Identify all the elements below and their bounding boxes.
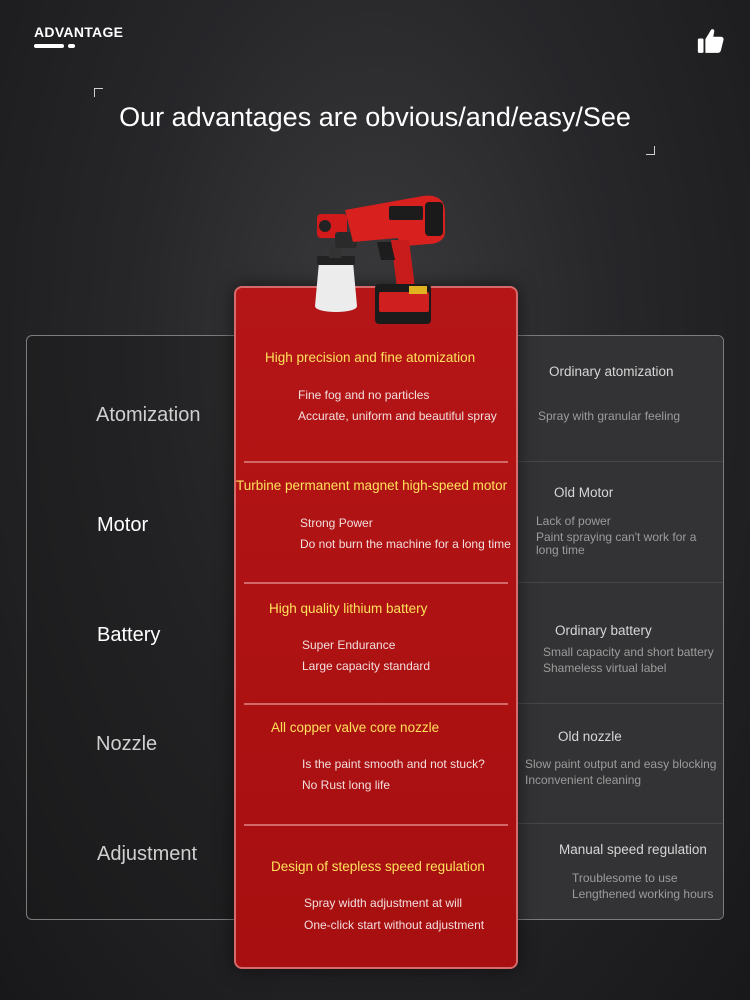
headline-corner-bottom-right: [646, 146, 655, 155]
ordinary-cell-battery: [507, 583, 723, 704]
ordinary-point: Troublesome to use: [572, 871, 678, 885]
advantage-badge: [34, 24, 123, 48]
ordinary-title-battery: Ordinary battery: [555, 623, 652, 638]
ours-point: Do not burn the machine for a long time: [300, 537, 511, 551]
ordinary-point: Inconvenient cleaning: [525, 773, 642, 787]
row-divider: [244, 582, 508, 584]
badge-underline: [34, 44, 123, 48]
row-label-atomization: Atomization: [96, 404, 201, 426]
spray-gun-icon: [305, 188, 465, 330]
ours-title-adjustment: Design of stepless speed regulation: [271, 859, 485, 874]
ordinary-point: Slow paint output and easy blocking: [525, 757, 717, 771]
row-label-adjustment: Adjustment: [97, 843, 198, 865]
headline: Our advantages are obvious/and/easy/See: [119, 102, 631, 132]
ours-point: One-click start without adjustment: [304, 918, 485, 932]
row-label-nozzle: Nozzle: [96, 733, 158, 755]
headline-corner-top-left: [94, 88, 103, 97]
badge-label: ADVANTAGE: [34, 24, 124, 40]
ordinary-point: Spray with granular feeling: [538, 409, 681, 423]
ordinary-title-motor: Old Motor: [554, 485, 614, 500]
ours-title-atomization: High precision and fine atomization: [265, 350, 476, 365]
ours-point: Accurate, uniform and beautiful spray: [298, 409, 497, 423]
ordinary-title-adjustment: Manual speed regulation: [559, 842, 707, 857]
ordinary-title-atomization: Ordinary atomization: [549, 364, 674, 379]
ordinary-point: Shameless virtual label: [543, 661, 667, 675]
ordinary-point: Paint spraying can't work for a long time: [536, 530, 697, 557]
ordinary-point: Lack of power: [536, 514, 611, 528]
ours-point: Large capacity standard: [302, 659, 431, 673]
thumbs-up-icon: [696, 26, 726, 56]
ours-point: Is the paint smooth and not stuck?: [302, 757, 485, 771]
row-divider: [244, 824, 508, 826]
ordinary-title-nozzle: Old nozzle: [558, 729, 622, 744]
badge-bar-short: [68, 44, 75, 48]
ours-title-motor: Turbine permanent magnet high-speed motor: [236, 478, 508, 493]
row-divider: [244, 703, 508, 705]
ours-point: Strong Power: [300, 516, 373, 530]
ordinary-point: Lengthened working hours: [572, 887, 714, 901]
ours-title-nozzle: All copper valve core nozzle: [271, 720, 440, 735]
ours-title-battery: High quality lithium battery: [269, 601, 428, 616]
ours-point: Spray width adjustment at will: [304, 896, 463, 910]
row-divider: [244, 461, 508, 463]
badge-bar-long: [34, 44, 64, 48]
ours-point: No Rust long life: [302, 778, 391, 792]
ordinary-point: Small capacity and short battery: [543, 645, 714, 659]
row-label-motor: Motor: [97, 514, 149, 536]
ours-point: Super Endurance: [302, 638, 396, 652]
ordinary-cell-atomization: [507, 336, 723, 462]
row-label-battery: Battery: [97, 624, 161, 646]
ours-point: Fine fog and no particles: [298, 388, 430, 402]
